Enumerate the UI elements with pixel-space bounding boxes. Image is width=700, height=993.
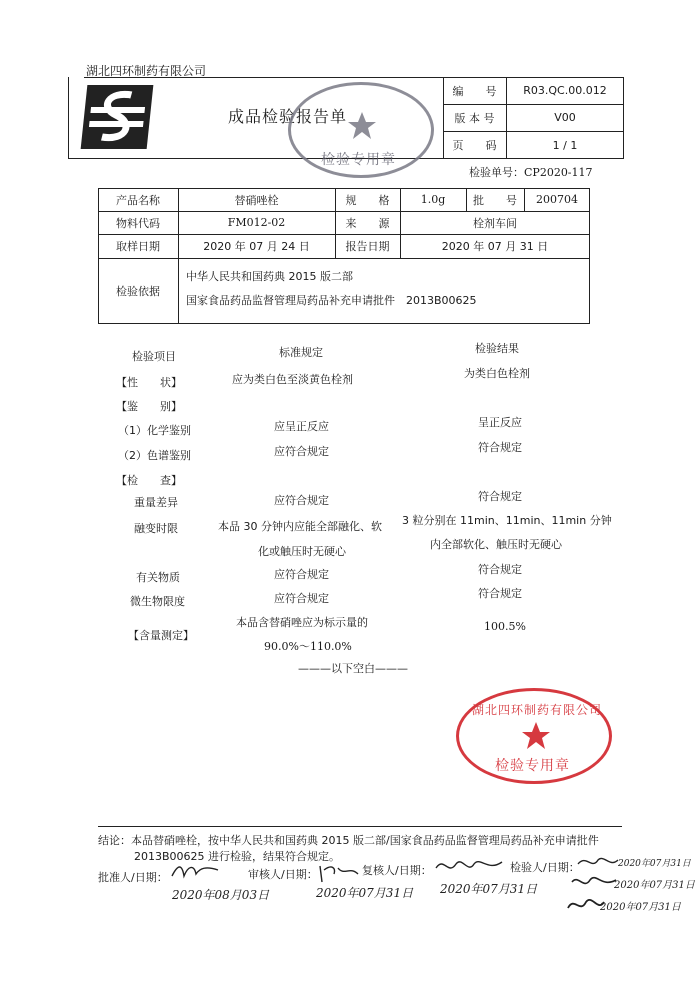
stamp-star-icon <box>347 111 377 141</box>
rechecker-date: 2020年07月31日 <box>440 882 538 896</box>
res-appearance: 为类白色栓剂 <box>464 367 530 380</box>
res-chromatography-id: 符合规定 <box>478 441 522 454</box>
logo-mark-icon <box>81 85 154 149</box>
std-chemical-id: 应呈正反应 <box>274 420 329 433</box>
batch-value: 200704 <box>536 193 578 206</box>
reviewer-label: 审核人/日期： <box>248 868 318 881</box>
basis-line-1: 中华人民共和国药典 2015 版二部 <box>186 270 353 283</box>
item-identification: 【鉴 别】 <box>116 400 182 413</box>
res-weight-variation: 符合规定 <box>478 490 522 503</box>
item-chromatography-id: （2）色谱鉴别 <box>118 449 191 462</box>
std-microbial-limit: 应符合规定 <box>274 592 329 605</box>
rechecker-signature-icon <box>434 854 504 880</box>
std-melting-time-2: 化或触压时无硬心 <box>258 545 346 558</box>
inspector-date-1: 2020年07月31日 <box>618 859 691 869</box>
page-value: 1 / 1 <box>552 138 578 152</box>
company-name: 湖北四环制药有限公司 <box>86 64 207 78</box>
res-microbial-limit: 符合规定 <box>478 587 522 600</box>
item-related-substances: 有关物质 <box>136 571 180 584</box>
item-melting-time: 融变时限 <box>134 522 178 535</box>
blank-note: ———以下空白——— <box>298 662 408 675</box>
approver-label: 批准人/日期： <box>98 871 168 884</box>
source-value: 栓剂车间 <box>473 216 517 230</box>
rechecker-label: 复核人/日期： <box>362 864 432 877</box>
std-weight-variation: 应符合规定 <box>274 494 329 507</box>
item-microbial-limit: 微生物限度 <box>130 595 185 608</box>
inspection-stamp-bottom <box>456 688 612 784</box>
material-code-value: FM012-02 <box>227 216 286 229</box>
code-label: 编 号 <box>452 84 497 98</box>
std-assay-1: 本品含替硝唑应为标示量的 <box>236 616 368 629</box>
product-name-value: 替硝唑栓 <box>234 193 279 207</box>
version-value: V00 <box>554 111 576 124</box>
report-number-value: CP2020-117 <box>524 166 593 179</box>
material-code-label: 物料代码 <box>116 216 160 230</box>
document-title: 成品检验报告单 <box>228 107 348 126</box>
inspector-date-2: 2020年07月31日 <box>614 880 695 891</box>
std-assay-2: 90.0%～110.0% <box>264 640 352 653</box>
basis-label: 检验依据 <box>116 285 160 298</box>
report-number <box>469 164 593 180</box>
item-inspection: 【检 查】 <box>116 474 182 487</box>
conclusion-line-1: 结论：本品替硝唑栓，按中华人民共和国药典 2015 版二部/国家食品药品监督管理局药品补充申请批件 <box>98 834 599 847</box>
res-chemical-id: 呈正反应 <box>478 416 522 429</box>
approver-signature-icon <box>170 860 220 882</box>
item-chemical-id: （1）化学鉴别 <box>118 424 191 437</box>
inspector-signature-icon <box>576 852 620 872</box>
inspector-label: 检验人/日期： <box>510 861 580 874</box>
batch-label: 批 号 <box>473 193 517 207</box>
product-name-label: 产品名称 <box>116 193 160 207</box>
item-weight-variation: 重量差异 <box>134 496 178 509</box>
res-related-substances: 符合规定 <box>478 563 522 576</box>
conclusion-divider <box>98 826 622 827</box>
report-date-value: 2020 年 07 月 31 日 <box>441 240 549 253</box>
approver-date: 2020年08月03日 <box>172 888 270 902</box>
report-date-label: 报告日期 <box>345 240 390 253</box>
spec-label: 规 格 <box>345 193 390 207</box>
reviewer-signature-icon <box>318 862 362 884</box>
res-assay: 100.5% <box>484 620 526 633</box>
col-header-item: 检验项目 <box>132 350 176 363</box>
std-melting-time-1: 本品 30 分钟内应能全部融化、软 <box>218 520 382 533</box>
col-header-result: 检验结果 <box>475 342 519 355</box>
sample-date-value: 2020 年 07 月 24 日 <box>203 240 310 253</box>
std-chromatography-id: 应符合规定 <box>274 445 329 458</box>
item-appearance: 【性 状】 <box>116 376 182 389</box>
company-logo <box>81 85 154 149</box>
std-related-substances: 应符合规定 <box>274 568 329 581</box>
conclusion-line-2: 2013B00625 进行检验，结果符合规定。 <box>134 850 341 863</box>
basis-line-2: 国家食品药品监督管理局药品补充申请批件 2013B00625 <box>186 294 477 307</box>
col-header-standard: 标准规定 <box>279 346 323 359</box>
source-label: 来 源 <box>345 216 390 230</box>
stamp-bottom-arc: 湖北四环制药有限公司 <box>471 703 602 717</box>
reviewer-date: 2020年07月31日 <box>316 886 414 900</box>
report-number-label: 检验单号： <box>469 166 524 179</box>
sample-date-label: 取样日期 <box>116 240 160 253</box>
std-appearance: 应为类白色至淡黄色栓剂 <box>232 373 353 386</box>
res-melting-time-2: 内全部软化、触压时无硬心 <box>430 538 562 551</box>
item-assay: 【含量测定】 <box>128 629 194 642</box>
spec-value: 1.0g <box>420 193 446 206</box>
stamp-top-text: 检验专用章 <box>321 152 396 168</box>
res-melting-time-1: 3 粒分别在 11min、11min、11min 分钟 <box>402 514 612 527</box>
code-value: R03.QC.00.012 <box>523 84 607 97</box>
inspection-stamp-top <box>288 82 434 178</box>
inspector-signature-2-icon <box>570 872 618 892</box>
stamp-bottom-text: 检验专用章 <box>495 758 570 774</box>
page-label: 页 码 <box>452 139 497 152</box>
inspector-date-3: 2020年07月31日 <box>600 902 681 913</box>
stamp-star-icon <box>521 721 551 751</box>
version-label: 版 本 号 <box>454 111 495 125</box>
